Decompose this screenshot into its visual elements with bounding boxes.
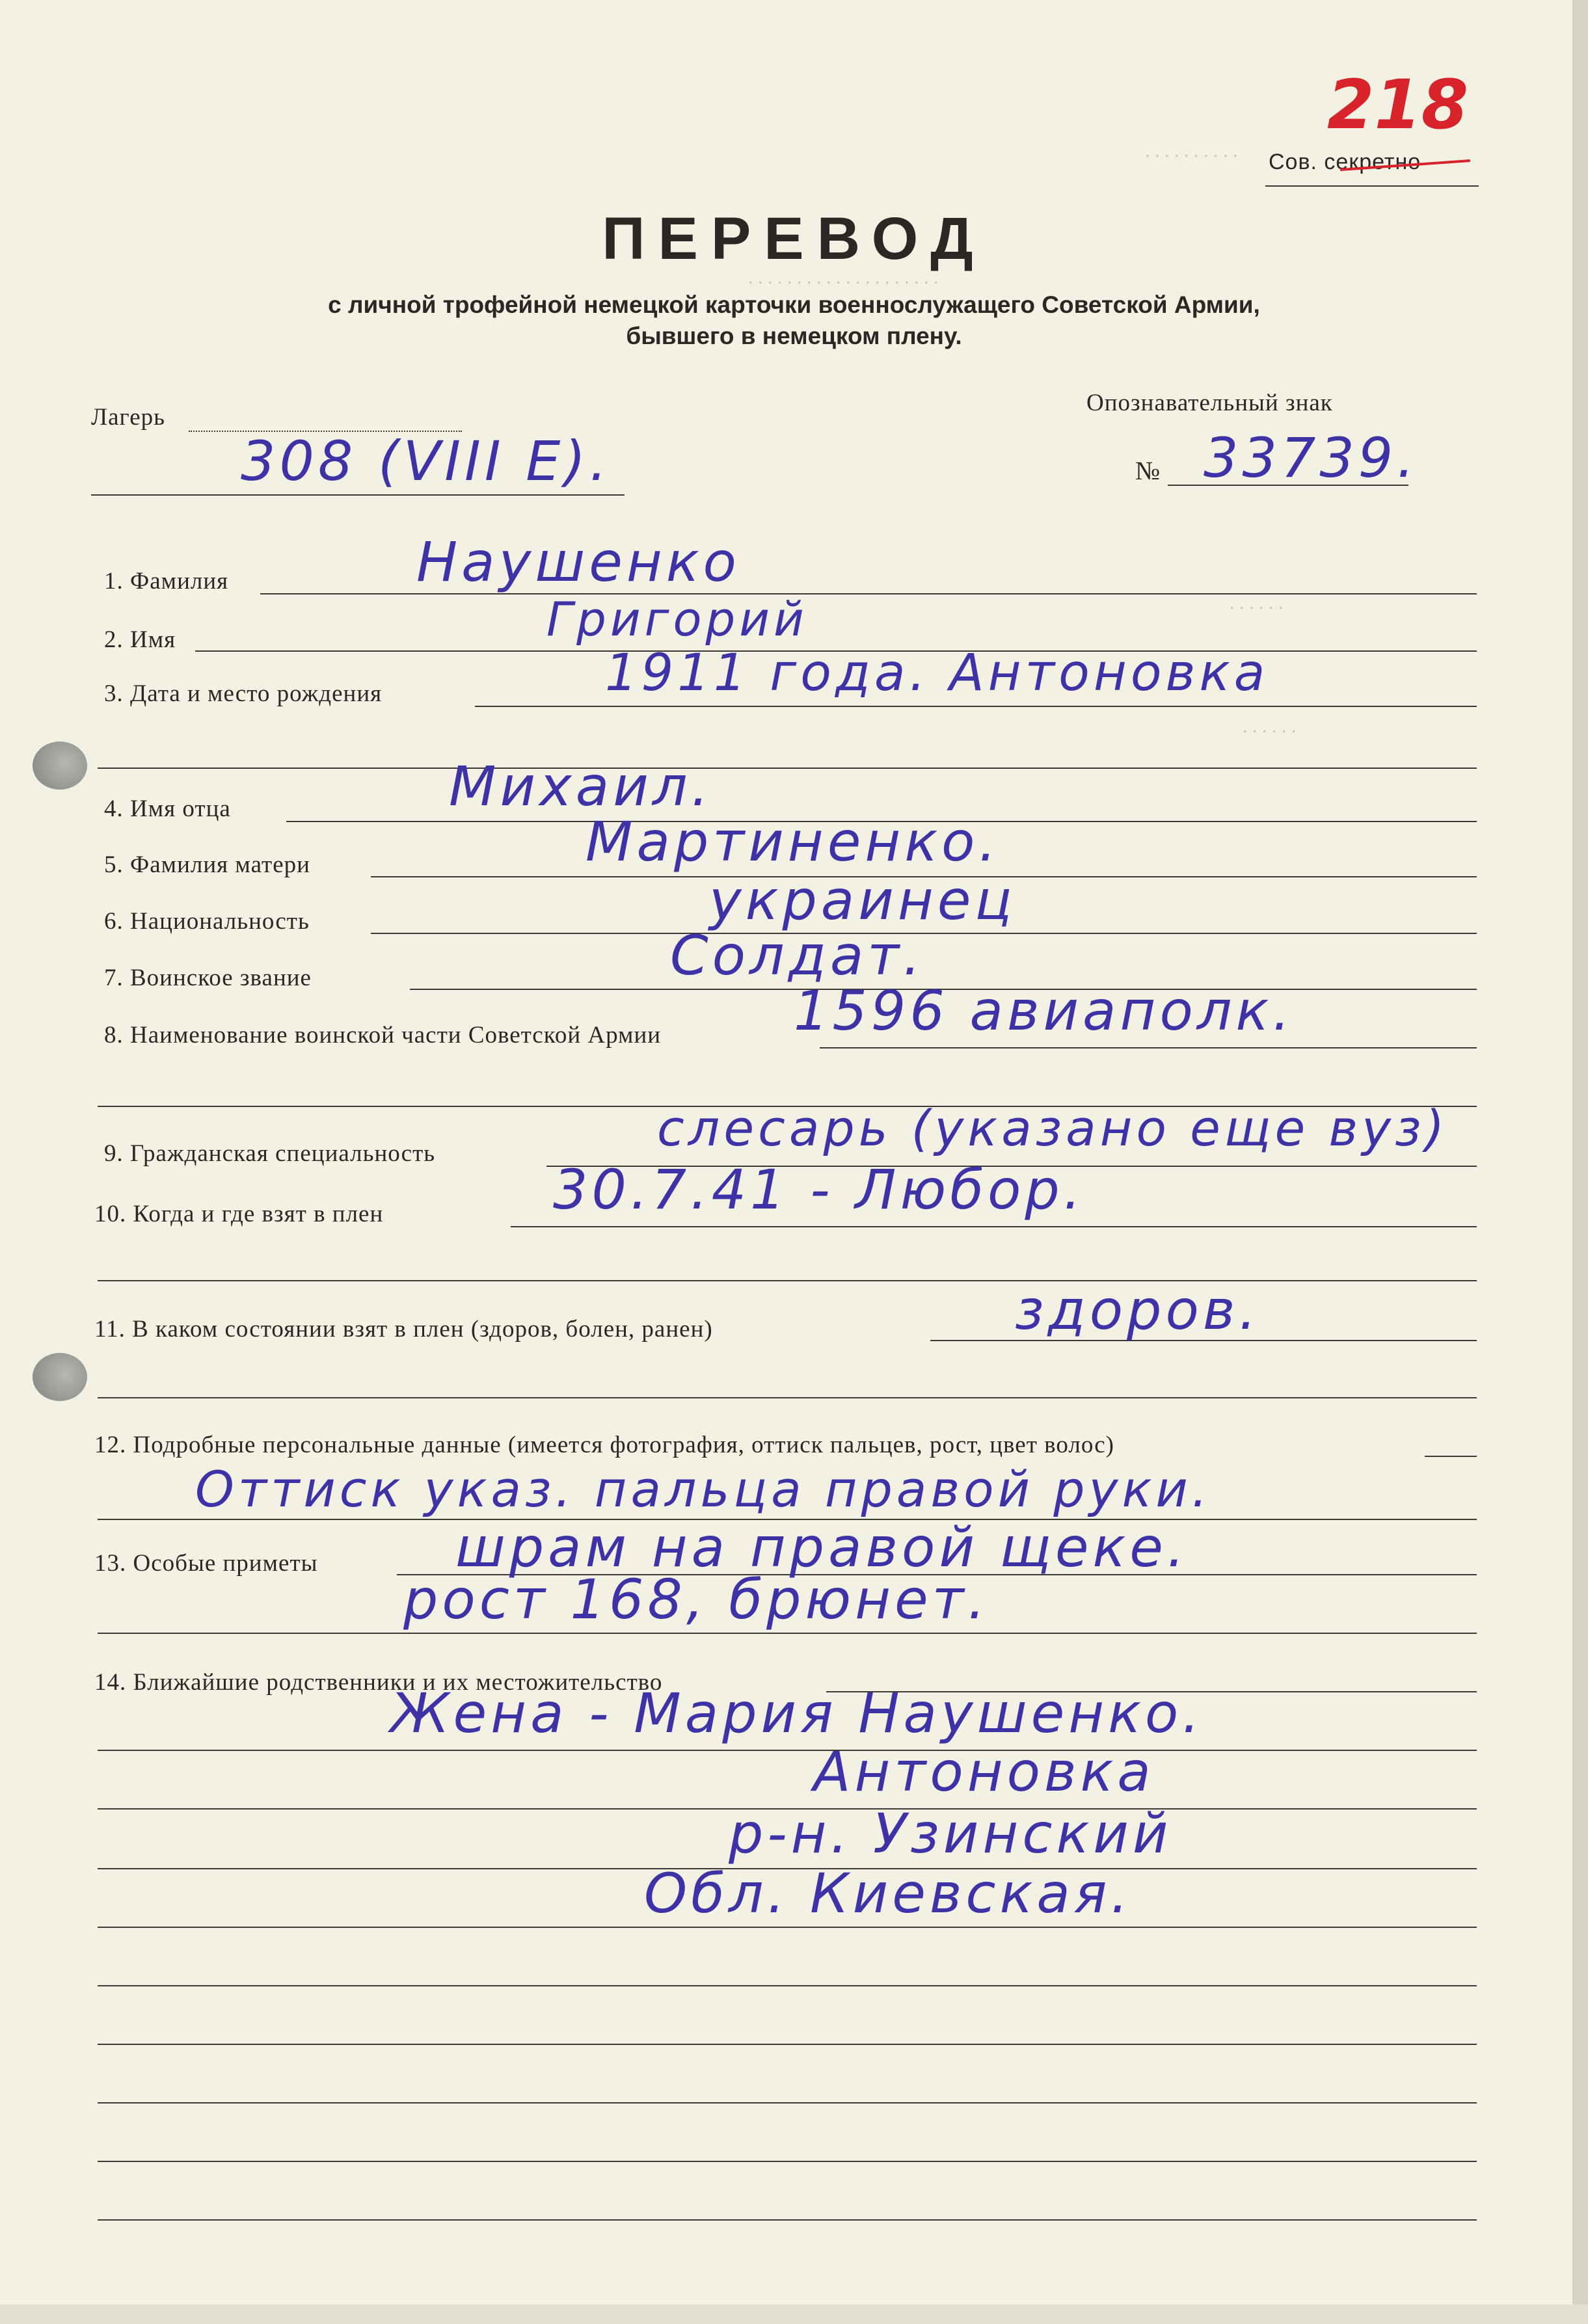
- field-label-condition: 11. В каком состоянии взят в плен (здоров, болен, ранен): [94, 1316, 713, 1342]
- bleed-through-text: . . . . . .: [1243, 715, 1297, 737]
- field-value-mother-surname: Мартиненко.: [585, 810, 1001, 874]
- camp-label: Лагерь: [91, 404, 166, 431]
- subtitle-line-1: с личной трофейной немецкой карточки военнослужащего Советской Армии,: [328, 291, 1260, 318]
- relatives-line-5: [98, 1927, 1477, 1928]
- page-title: ПЕРЕВОД: [602, 206, 986, 272]
- handwritten-sheet-number: 218: [1327, 65, 1469, 144]
- field-line-condition-2: [98, 1397, 1477, 1398]
- field-value-father-name: Михаил.: [449, 755, 713, 818]
- field-label-capture: 10. Когда и где взят в плен: [94, 1201, 384, 1227]
- field-value-condition: здоров.: [1015, 1278, 1261, 1342]
- bleed-through-text: . . . . . . . . . .: [1145, 140, 1238, 161]
- field-line-personal-data: [1425, 1456, 1477, 1457]
- field-label-birth: 3. Дата и место рождения: [104, 680, 383, 707]
- field-value-personal-data: Оттиск указ. пальца правой руки.: [195, 1460, 1211, 1518]
- field-value-civil-specialty: слесарь (указано еще вуз): [657, 1099, 1449, 1157]
- field-line-special-marks-2: [98, 1633, 1477, 1634]
- id-tag-value: 33739.: [1204, 426, 1418, 490]
- page-edge-bottom: [0, 2304, 1588, 2324]
- field-label-special-marks: 13. Особые приметы: [94, 1550, 318, 1577]
- relatives-line-9: [98, 2161, 1477, 2162]
- relatives-line-3-text: р-н. Узинский: [729, 1802, 1172, 1865]
- field-value-rank: Солдат.: [670, 924, 924, 987]
- field-label-mother-surname: 5. Фамилия матери: [104, 851, 310, 878]
- field-label-father-name: 4. Имя отца: [104, 795, 231, 822]
- field-label-nationality: 6. Национальность: [104, 908, 310, 935]
- relatives-line-7: [98, 2044, 1477, 2045]
- field-value-birth: 1911 года. Антоновка: [605, 644, 1269, 702]
- field-line-capture: [511, 1226, 1477, 1227]
- field-line-unit: [820, 1047, 1477, 1048]
- field-value-surname: Наушенко: [416, 530, 740, 594]
- field-value-capture: 30.7.41 - Любор.: [553, 1158, 1085, 1222]
- field-label-first-name: 2. Имя: [104, 626, 176, 653]
- id-tag-label: Опознавательный знак: [1086, 390, 1333, 416]
- field-line-birth-2: [98, 768, 1477, 769]
- bleed-through-text: . . . . . . . . . . . . . . . . . . . .: [748, 267, 939, 288]
- classification-underline: [1265, 185, 1479, 187]
- field-value-relatives: Жена - Мария Наушенко.: [390, 1681, 1204, 1745]
- field-label-rank: 7. Воинское звание: [104, 965, 312, 991]
- field-label-personal-data: 12. Подробные персональные данные (имеется фотография, оттиск пальцев, рост, цвет волос): [94, 1432, 1114, 1458]
- relatives-line-2: [98, 1750, 1477, 1751]
- field-label-relatives: 14. Ближайшие родственники и их местожительство: [94, 1669, 663, 1696]
- relatives-line-8: [98, 2102, 1477, 2104]
- field-label-unit: 8. Наименование воинской части Советской Армии: [104, 1022, 662, 1048]
- field-value-nationality: украинец: [709, 868, 1016, 932]
- punch-hole-lower: [33, 1353, 87, 1401]
- punch-hole-upper: [33, 741, 87, 790]
- relatives-line-2-text: Антоновка: [813, 1740, 1155, 1804]
- field-value-first-name: Григорий: [546, 592, 808, 647]
- field-label-civil-specialty: 9. Гражданская специальность: [104, 1140, 436, 1167]
- field-label-surname: 1. Фамилия: [104, 568, 229, 594]
- field-line-birth: [475, 706, 1477, 707]
- field-line-capture-2: [98, 1280, 1477, 1281]
- bleed-through-text: . . . . . .: [1230, 592, 1284, 613]
- relatives-line-10: [98, 2219, 1477, 2221]
- special-marks-line-2: рост 168, брюнет.: [403, 1568, 989, 1631]
- relatives-line-4-text: Обл. Киевская.: [644, 1862, 1133, 1925]
- classification-mark: Сов. секретно: [1269, 150, 1421, 174]
- id-tag-no-sign: №: [1135, 456, 1161, 485]
- field-value-special-marks: шрам на правой щеке.: [455, 1516, 1189, 1579]
- field-value-unit: 1596 авиаполк.: [794, 979, 1294, 1043]
- camp-value-line: [91, 494, 625, 496]
- camp-value: 308 (VIII E).: [241, 429, 611, 493]
- relatives-line-6: [98, 1985, 1477, 1986]
- subtitle-line-2: бывшего в немецком плену.: [626, 323, 962, 349]
- id-tag-line: [1168, 485, 1408, 486]
